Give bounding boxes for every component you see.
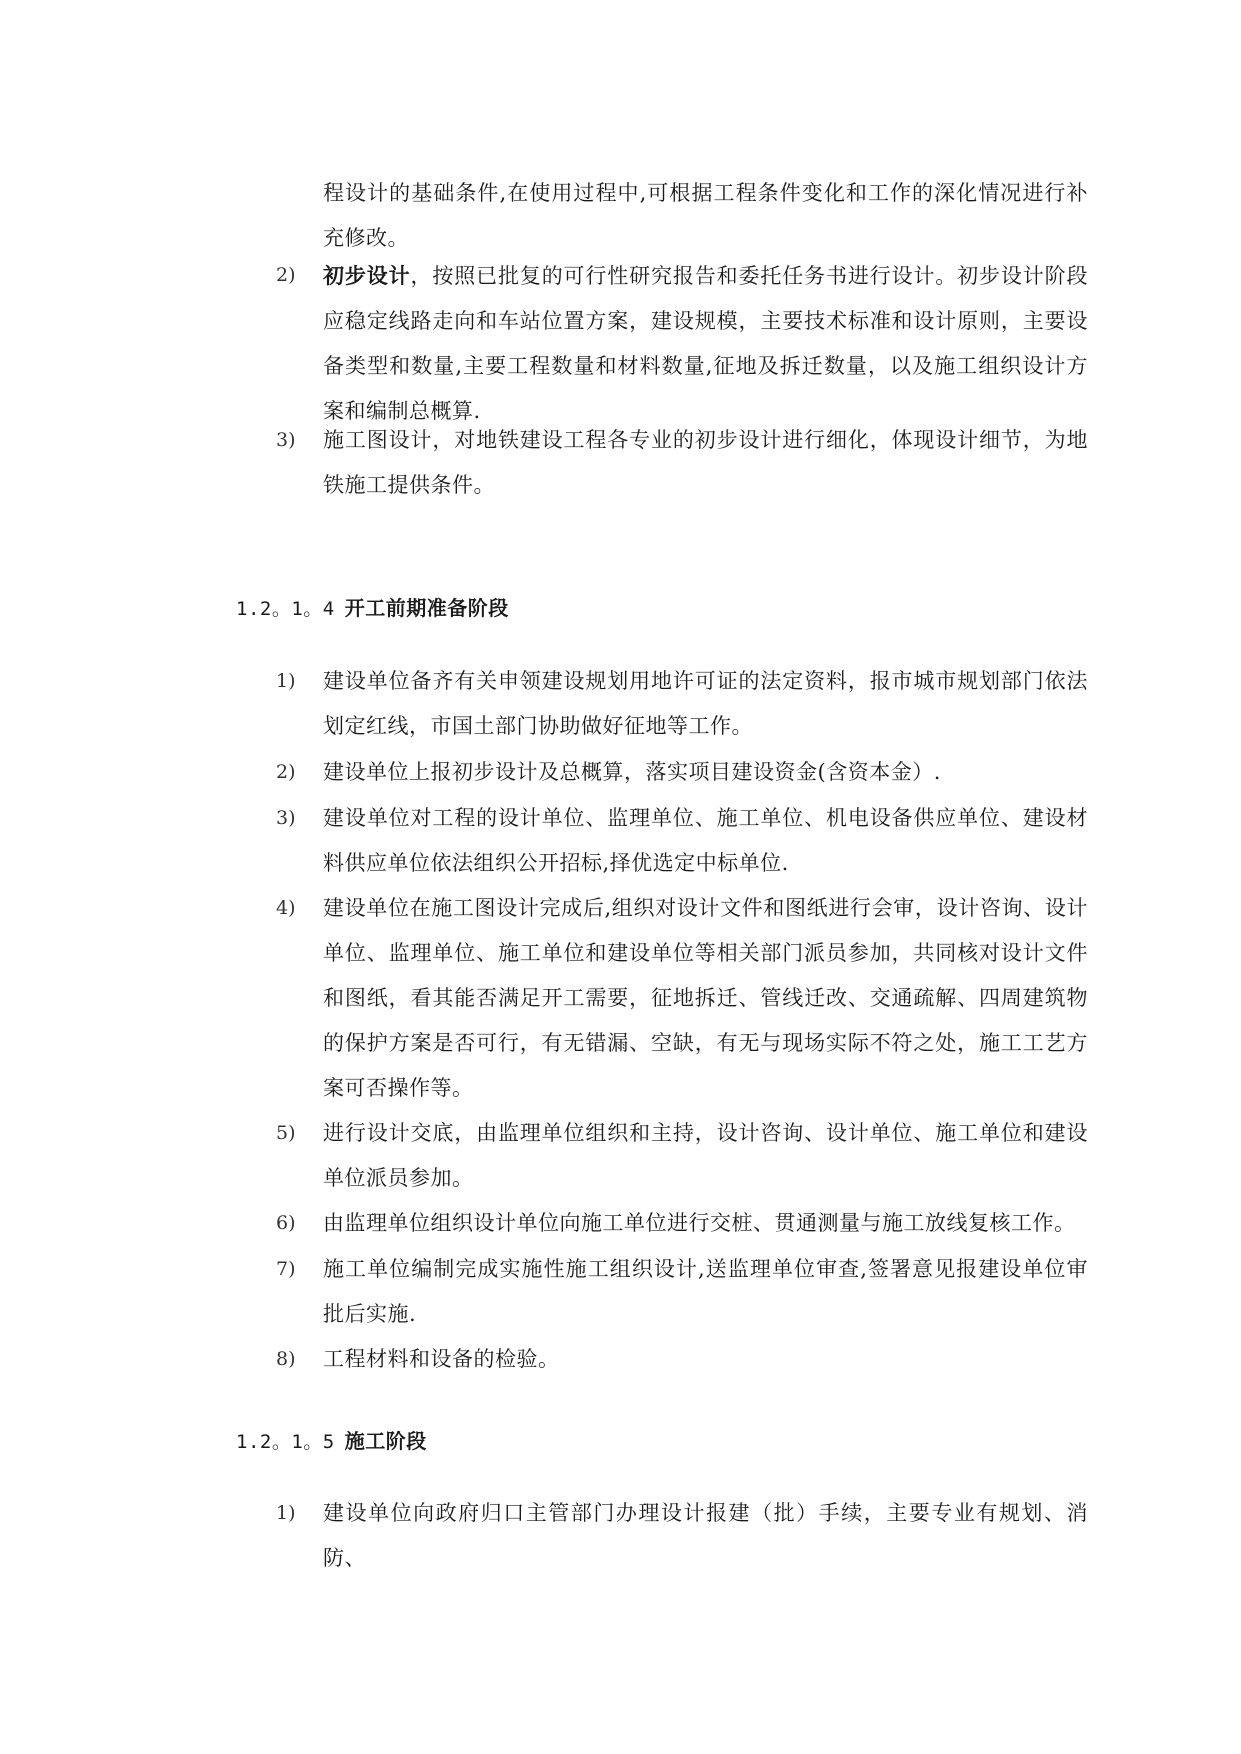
list-item-number: 1) <box>276 1502 296 1524</box>
list-item-text: 建设单位对工程的设计单位、监理单位、施工单位、机电设备供应单位、建设材料供应单位依法组织公开招标,择优选定中标单位. <box>323 806 1088 875</box>
list-item-text <box>323 253 1088 434</box>
list-item-text: 由监理单位组织设计单位向施工单位进行交桩、贯通测量与施工放线复核工作。 <box>323 1211 1076 1235</box>
list-item-text: 建设单位向政府归口主管部门办理设计报建（批）手续，主要专业有规划、消防、 <box>323 1501 1088 1570</box>
bold-term: 初步设计 <box>323 263 411 288</box>
list-item-number: 4) <box>276 897 296 919</box>
list-item-text: 施工图设计，对地铁建设工程各专业的初步设计进行细化，体现设计细节，为地铁施工提供条件。 <box>323 428 1088 497</box>
list-item-text: 建设单位备齐有关申领建设规划用地许可证的法定资料，报市城市规划部门依法划定红线，市国土部门协助做好征地等工作。 <box>323 669 1088 738</box>
section-heading-1214 <box>236 593 509 624</box>
section-title: 施工阶段 <box>344 1429 427 1453</box>
list-item-number: 7) <box>276 1258 296 1280</box>
section-number: 1.2。1。5 <box>236 1431 335 1453</box>
list-item-text: 进行设计交底，由监理单位组织和主持，设计咨询、设计单位、施工单位和建设单位派员参加。 <box>323 1121 1088 1190</box>
list-item-number: 2) <box>276 761 296 783</box>
list-item-number: 8) <box>276 1348 296 1370</box>
list-item-number: 2) <box>276 264 296 286</box>
continuation-text: 程设计的基础条件,在使用过程中,可根据工程条件变化和工作的深化情况进行补充修改。 <box>323 181 1088 250</box>
list-item-text: 施工单位编制完成实施性施工组织设计,送监理单位审查,签署意见报建设单位审批后实施. <box>323 1257 1088 1326</box>
list-item-number: 1) <box>276 670 296 692</box>
section-number: 1.2。1。4 <box>236 598 335 620</box>
list-item-number: 5) <box>276 1122 296 1144</box>
list-item-number: 3) <box>276 807 296 829</box>
section-heading-1215 <box>236 1426 427 1457</box>
list-item-body: ，按照已批复的可行性研究报告和委托任务书进行设计。初步设计阶段应稳定线路走向和车站位置方案，建设规模，主要技术标准和设计原则，主要设备类型和数量,主要工程数量和材料数量,征地及拆迁数量，以及施工组织设计方案和编制总概算. <box>323 264 1089 423</box>
list-item-text: 工程材料和设备的检验。 <box>323 1347 560 1371</box>
list-item-number: 6) <box>276 1212 296 1234</box>
list-item-number: 3) <box>276 429 296 451</box>
list-item-text: 建设单位上报初步设计及总概算，落实项目建设资金(含资本金）. <box>323 760 941 784</box>
section-title: 开工前期准备阶段 <box>344 596 509 620</box>
list-item-text: 建设单位在施工图设计完成后,组织对设计文件和图纸进行会审，设计咨询、设计单位、监理单位、施工单位和建设单位等相关部门派员参加，共同核对设计文件和图纸，看其能否满足开工需要，征地拆迁、管线迁改、交通疏解、四周建筑物的保护方案是否可行，有无错漏、空缺，有无与现场实际不符之处，施工工艺方案可否操作等。 <box>323 896 1088 1100</box>
